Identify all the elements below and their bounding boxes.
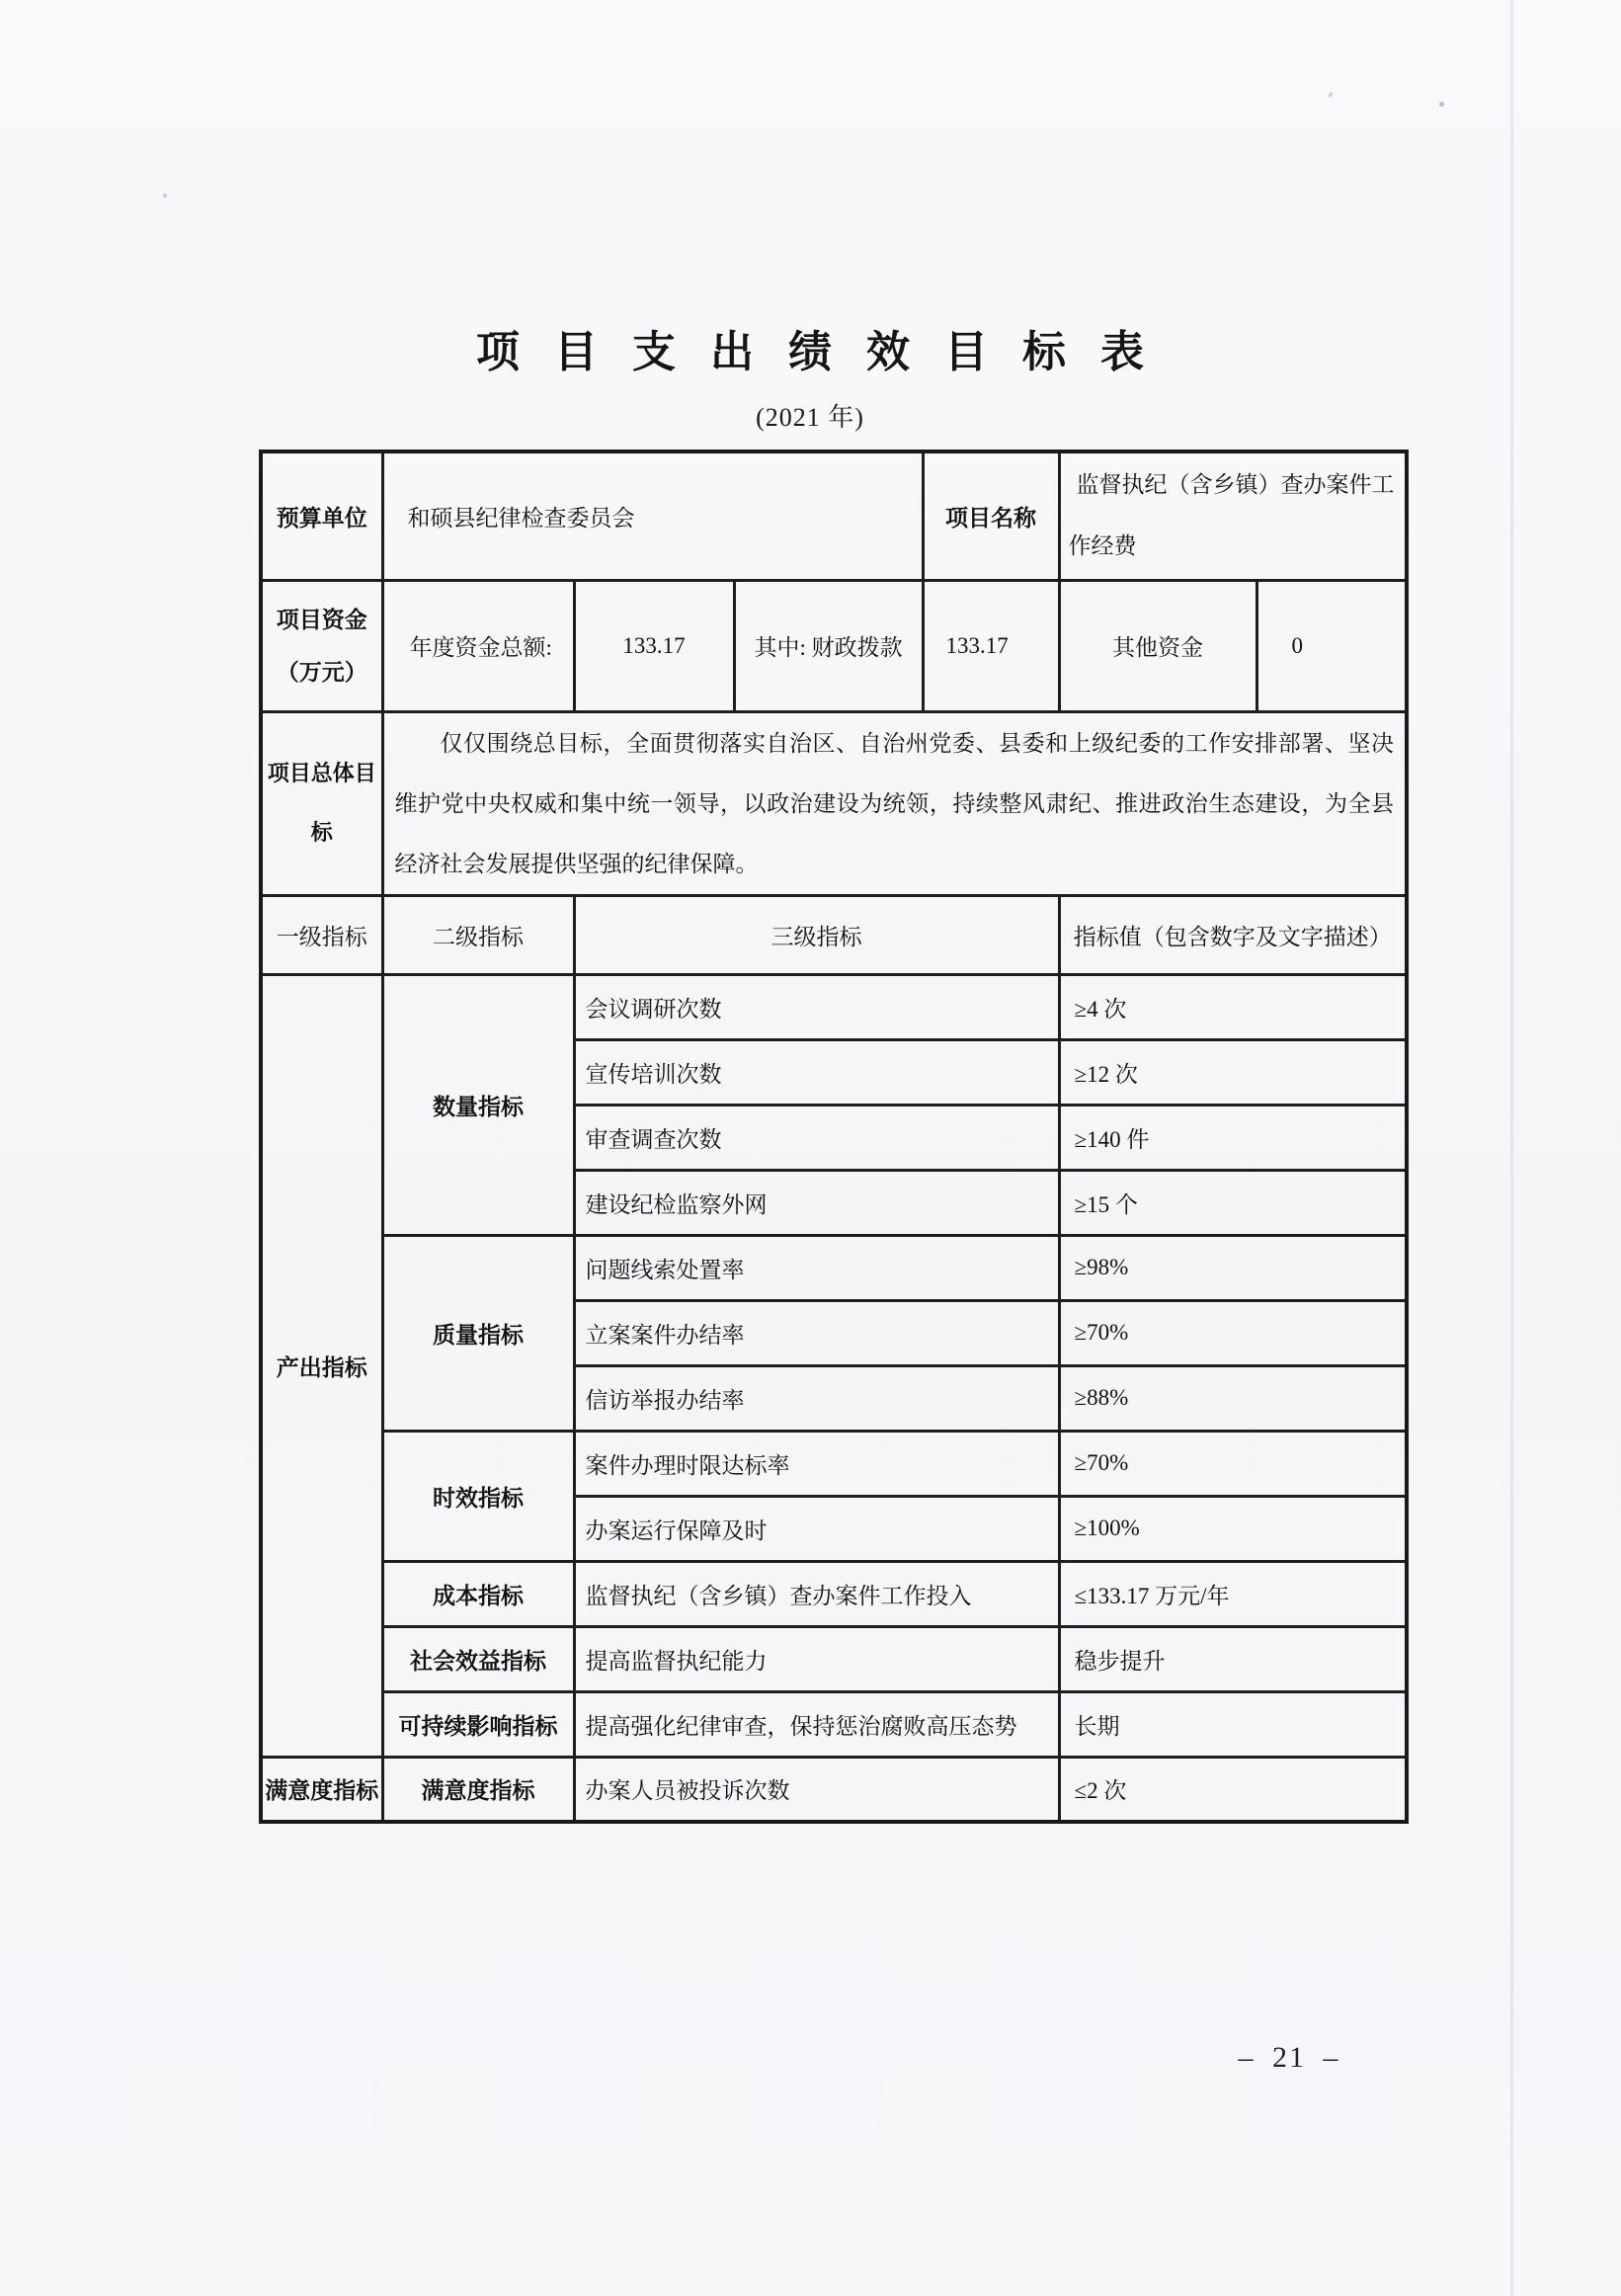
indicator-header-row (261, 895, 1407, 974)
indicator-name-cell: 会议调研次数 (574, 974, 1059, 1039)
indicator-value-cell: ≥98% (1059, 1235, 1407, 1300)
indicator-value-cell: 稳步提升 (1059, 1626, 1407, 1691)
project-name-label-cell: 项目名称 (923, 451, 1059, 580)
indicator-value-cell: ≥4 次 (1059, 974, 1407, 1039)
indicator-name-cell: 办案运行保障及时 (574, 1496, 1059, 1561)
indicator-value-cell: ≥15 个 (1059, 1170, 1407, 1235)
indicator-value-cell: ≥100% (1059, 1496, 1407, 1561)
indicator-value-cell: ≥140 件 (1059, 1105, 1407, 1170)
page-title: 项 目 支 出 绩 效 目 标 表 (476, 328, 1144, 376)
indicator-name-cell: 提高强化纪律审查，保持惩治腐败高压态势 (574, 1691, 1059, 1757)
budget-unit-value-cell: 和硕县纪律检查委员会 (382, 451, 923, 580)
project-fund-label-line2: （万元） (276, 659, 367, 685)
table-row (261, 451, 1407, 580)
indicator-name-cell: 案件办理时限达标率 (574, 1431, 1059, 1496)
project-fund-label-cell (261, 580, 382, 711)
indicator-name-cell: 问题线索处置率 (574, 1235, 1059, 1300)
indicator-name-cell: 信访举报办结率 (574, 1365, 1059, 1431)
indicator-value-cell: ≤2 次 (1059, 1757, 1407, 1822)
header-level3: 三级指标 (574, 895, 1059, 974)
table-row (261, 1626, 1407, 1691)
table-row (261, 711, 1407, 895)
other-funds-value-cell: 0 (1256, 580, 1407, 711)
table-row (261, 1431, 1407, 1496)
header-value: 指标值（包含数字及文字描述） (1059, 895, 1407, 974)
indicator-value-cell: ≥70% (1059, 1431, 1407, 1496)
table-row (261, 1757, 1407, 1822)
header-level2: 二级指标 (382, 895, 574, 974)
level2-cell: 质量指标 (382, 1235, 574, 1431)
indicator-value-cell: ≥12 次 (1059, 1039, 1407, 1105)
level2-cell: 社会效益指标 (382, 1626, 574, 1691)
table-row (261, 580, 1407, 711)
other-funds-label-cell: 其他资金 (1059, 580, 1256, 711)
indicator-value-cell: ≥70% (1059, 1300, 1407, 1365)
scan-speck (1439, 102, 1444, 107)
level2-cell: 时效指标 (382, 1431, 574, 1561)
indicator-name-cell: 宣传培训次数 (574, 1039, 1059, 1105)
annual-total-label-cell: 年度资金总额: (382, 580, 574, 711)
level2-cell: 成本指标 (382, 1561, 574, 1626)
budget-unit-label-cell: 预算单位 (261, 451, 382, 580)
indicator-name-cell: 立案案件办结率 (574, 1300, 1059, 1365)
table-row (261, 1691, 1407, 1757)
level2-cell: 数量指标 (382, 974, 574, 1235)
overall-goal-text-cell: 仅仅围绕总目标，全面贯彻落实自治区、自治州党委、县委和上级纪委的工作安排部署、坚决维护党中央权威和集中统一领导，以政治建设为统领，持续整风肃纪、推进政治生态建设，为全县经济社会发展提供坚强的纪律保障。 (382, 711, 1407, 895)
page-number: – 21 – (1238, 2041, 1340, 2074)
table-row (261, 1561, 1407, 1626)
page-subtitle: (2021 年) (756, 403, 864, 432)
indicator-name-cell: 监督执纪（含乡镇）查办案件工作投入 (574, 1561, 1059, 1626)
project-name-value-cell: 监督执纪（含乡镇）查办案件工作经费 (1059, 451, 1407, 580)
table-row (261, 974, 1407, 1039)
fiscal-allocation-label-cell: 其中: 财政拨款 (734, 580, 923, 711)
level2-cell: 可持续影响指标 (382, 1691, 574, 1757)
level2-cell: 满意度指标 (382, 1757, 574, 1822)
indicator-name-cell: 提高监督执纪能力 (574, 1626, 1059, 1691)
indicator-name-cell: 审查调查次数 (574, 1105, 1059, 1170)
indicator-value-cell: ≤133.17 万元/年 (1059, 1561, 1407, 1626)
scan-speck (163, 194, 167, 198)
level1-cell: 产出指标 (261, 974, 382, 1757)
scan-line-artifact (1510, 0, 1513, 2296)
indicator-name-cell: 建设纪检监察外网 (574, 1170, 1059, 1235)
scan-speck (1328, 91, 1334, 98)
overall-goal-label-cell: 项目总体目标 (261, 711, 382, 895)
performance-table (259, 450, 1409, 1824)
project-fund-label-line1: 项目资金 (276, 607, 367, 632)
header-level1: 一级指标 (261, 895, 382, 974)
indicator-value-cell: ≥88% (1059, 1365, 1407, 1431)
level1-cell: 满意度指标 (261, 1757, 382, 1822)
indicator-value-cell: 长期 (1059, 1691, 1407, 1757)
fiscal-allocation-value-cell: 133.17 (923, 580, 1059, 711)
annual-total-value-cell: 133.17 (574, 580, 734, 711)
indicator-name-cell: 办案人员被投诉次数 (574, 1757, 1059, 1822)
table-row (261, 1235, 1407, 1300)
